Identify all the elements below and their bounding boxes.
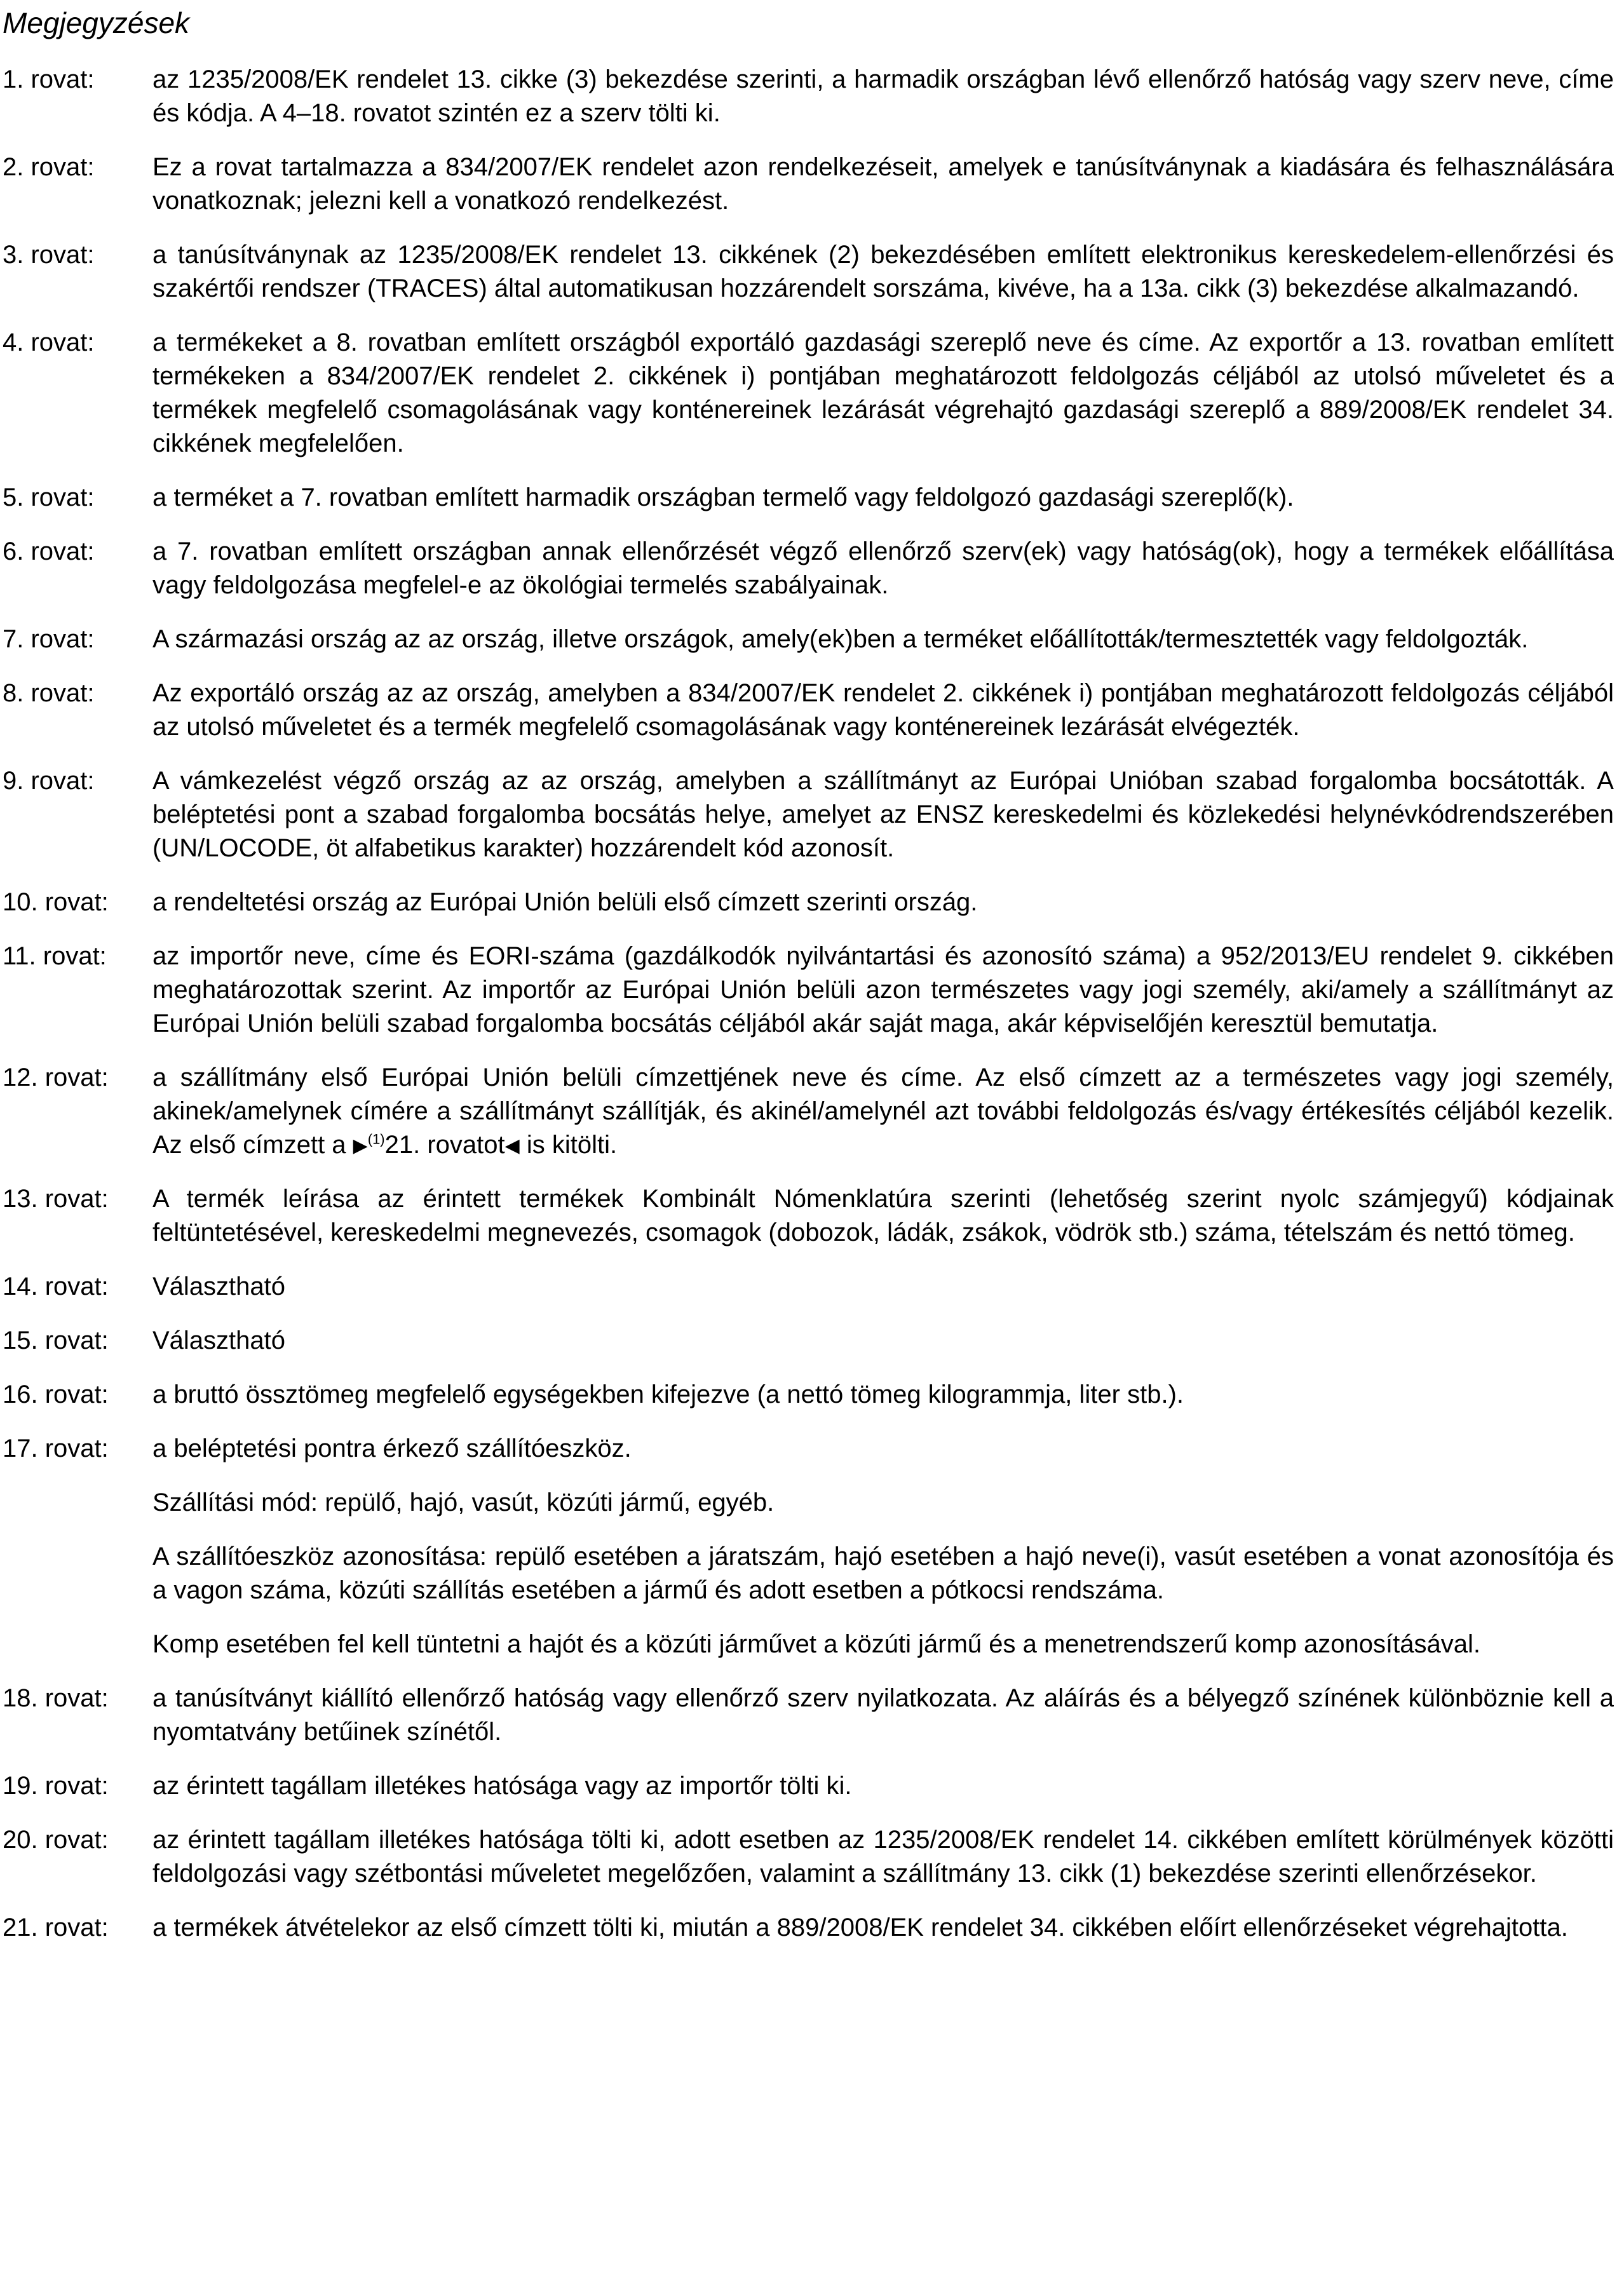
item-label: 7. rovat: bbox=[3, 625, 95, 653]
item-body bbox=[152, 1378, 1614, 1432]
item-label: 2. rovat: bbox=[3, 152, 95, 181]
item-body bbox=[152, 1182, 1614, 1270]
item-body bbox=[152, 677, 1614, 764]
item-paragraph: Az exportáló ország az az ország, amelyben a 834/2007/EK rendelet 2. cikkének i) pontjában meghatározott feldolgozás céljából az utolsó műveletet és a termék megfelelő csomagolásának vagy konténereinek lezárását elvégezték. bbox=[152, 679, 1614, 741]
item-paragraph: a tanúsítványnak az 1235/2008/EK rendelet 13. cikkének (2) bekezdésében említett elektronikus kereskedelem-ellenőrzési és szakértői rendszer (TRACES) által automatikusan hozzárendelt sorszáma, kivéve, ha a 13a. cikk (3) bekezdése alkalmazandó. bbox=[152, 240, 1614, 302]
item-label: 21. rovat: bbox=[3, 1913, 109, 1941]
note-item bbox=[3, 1823, 1614, 1911]
item-paragraph: az 1235/2008/EK rendelet 13. cikke (3) bekezdése szerinti, a harmadik országban lévő ellenőrző hatóság vagy szerv neve, címe és kódja. A 4–18. rovatot szintén ez a szerv tölti ki. bbox=[152, 65, 1614, 127]
item-label: 18. rovat: bbox=[3, 1684, 109, 1712]
item-body bbox=[152, 1769, 1614, 1823]
note-item bbox=[3, 1432, 1614, 1682]
item-label: 1. rovat: bbox=[3, 65, 95, 93]
item-body bbox=[152, 63, 1614, 151]
item-label: 13. rovat: bbox=[3, 1184, 109, 1213]
note-item bbox=[3, 481, 1614, 535]
item-paragraph: a 7. rovatban említett országban annak ellenőrzését végző ellenőrző szerv(ek) vagy hatóság(ok), hogy a termékek előállítása vagy feldolgozása megfelel-e az ökológiai termelés szabályainak. bbox=[152, 537, 1614, 599]
note-item bbox=[3, 1378, 1614, 1432]
item-paragraph: a rendeltetési ország az Európai Unión belüli első címzett szerinti ország. bbox=[152, 888, 978, 916]
item-paragraph: az érintett tagállam illetékes hatósága vagy az importőr tölti ki. bbox=[152, 1771, 852, 1800]
item-label: 5. rovat: bbox=[3, 483, 95, 511]
notes-list bbox=[3, 63, 1614, 1945]
item-paragraph: Komp esetében fel kell tüntetni a hajót és a közúti járművet a közúti jármű és a menetrendszerű komp azonosításával. bbox=[152, 1630, 1480, 1658]
item-paragraph: a beléptetési pontra érkező szállítóeszköz. bbox=[152, 1434, 632, 1462]
note-item bbox=[3, 1270, 1614, 1324]
item-paragraph: a termékek átvételekor az első címzett tölti ki, miután a 889/2008/EK rendelet 34. cikkében előírt ellenőrzéseket végrehajtotta. bbox=[152, 1913, 1568, 1941]
item-paragraph: Választható bbox=[152, 1326, 286, 1354]
item-body bbox=[152, 238, 1614, 326]
note-item bbox=[3, 1182, 1614, 1270]
note-item bbox=[3, 1061, 1614, 1182]
item-paragraph: A vámkezelést végző ország az az ország, amelyben a szállítmányt az Európai Unióban szabad forgalomba bocsátották. A beléptetési pont a szabad forgalomba bocsátás helye, amelyet az ENSZ kereskedelmi és közlekedési helynévkódrendszerében (UN/LOCODE, öt alfabetikus karakter) hozzárendelt kód azonosít. bbox=[152, 766, 1614, 862]
note-item bbox=[3, 940, 1614, 1061]
item-label: 4. rovat: bbox=[3, 328, 95, 356]
note-item bbox=[3, 677, 1614, 764]
note-item bbox=[3, 151, 1614, 238]
note-item bbox=[3, 1682, 1614, 1769]
item-label: 16. rovat: bbox=[3, 1380, 109, 1408]
item-body bbox=[152, 481, 1614, 535]
item-label: 19. rovat: bbox=[3, 1771, 109, 1800]
page-title: Megjegyzések bbox=[3, 6, 190, 39]
item-paragraph: az érintett tagállam illetékes hatósága tölti ki, adott esetben az 1235/2008/EK rendelet 14. cikkében említett körülmények közötti feldolgozási vagy szétbontási műveletet megelőzően, valamint a szállítmány 13. cikk (1) bekezdése szerinti ellenőrzésekor. bbox=[152, 1825, 1614, 1887]
item-body bbox=[152, 535, 1614, 623]
item-paragraph: a bruttó össztömeg megfelelő egységekben kifejezve (a nettó tömeg kilogrammja, liter stb.). bbox=[152, 1380, 1184, 1408]
item-body bbox=[152, 151, 1614, 238]
item-label: 8. rovat: bbox=[3, 679, 95, 707]
item-paragraph: az importőr neve, címe és EORI-száma (gazdálkodók nyilvántartási és azonosító száma) a 952/2013/EU rendelet 9. cikkében meghatározottak szerint. Az importőr az Európai Unión belüli azon természetes vagy jogi személy, aki/amely a szállítmányt az Európai Unión belüli szabad forgalomba bocsátás céljából akár saját maga, akár képviselőjén keresztül bemutatja. bbox=[152, 942, 1614, 1037]
note-item bbox=[3, 886, 1614, 940]
item-body bbox=[152, 1682, 1614, 1769]
item-paragraph: a termékeket a 8. rovatban említett országból exportáló gazdasági szereplő neve és címe. Az exportőr a 13. rovatban említett termékeken a 834/2007/EK rendelet 2. cikkének i) pontjában meghatározott feldolgozás céljából az utolsó műveletet és a termékek megfelelő csomagolásának vagy konténereinek lezárását végrehajtó gazdasági szereplő a 889/2008/EK rendelet 34. cikkének megfelelően. bbox=[152, 328, 1614, 457]
item-body bbox=[152, 1432, 1614, 1682]
note-item bbox=[3, 535, 1614, 623]
item-paragraph: Választható bbox=[152, 1272, 286, 1300]
item-paragraph: a tanúsítványt kiállító ellenőrző hatóság vagy ellenőrző szerv nyilatkozata. Az aláírás és a bélyegző színének különböznie kell a nyomtatvány betűinek színétől. bbox=[152, 1684, 1614, 1746]
note-item bbox=[3, 623, 1614, 677]
item-paragraph: Ez a rovat tartalmazza a 834/2007/EK rendelet azon rendelkezéseit, amelyek e tanúsítványnak a kiadására és felhasználására vonatkoznak; jelezni kell a vonatkozó rendelkezést. bbox=[152, 152, 1614, 215]
item-label: 15. rovat: bbox=[3, 1326, 109, 1354]
item-label: 9. rovat: bbox=[3, 766, 95, 795]
note-item bbox=[3, 1324, 1614, 1378]
item-body bbox=[152, 623, 1614, 677]
item-body bbox=[152, 1324, 1614, 1378]
note-item bbox=[3, 238, 1614, 326]
item-body bbox=[152, 886, 1614, 940]
item-body bbox=[152, 940, 1614, 1061]
note-item bbox=[3, 1911, 1614, 1945]
item-label: 6. rovat: bbox=[3, 537, 95, 565]
item-paragraph: A szállítóeszköz azonosítása: repülő esetében a járatszám, hajó esetében a hajó neve(i), vasút esetében a vonat azonosítója és a vagon száma, közúti szállítás esetében a jármű és adott esetben a pótkocsi rendszáma. bbox=[152, 1542, 1614, 1604]
item-body bbox=[152, 1061, 1614, 1182]
item-body bbox=[152, 1911, 1614, 1945]
item-label: 10. rovat: bbox=[3, 888, 109, 916]
item-paragraph: A származási ország az az ország, illetve országok, amely(ek)ben a terméket előállították/termesztették vagy feldolgozták. bbox=[152, 625, 1529, 653]
item-body bbox=[152, 1270, 1614, 1324]
note-item bbox=[3, 1769, 1614, 1823]
item-paragraph: Szállítási mód: repülő, hajó, vasút, közúti jármű, egyéb. bbox=[152, 1488, 775, 1516]
item-label: 3. rovat: bbox=[3, 240, 95, 269]
note-item bbox=[3, 764, 1614, 886]
item-label: 12. rovat: bbox=[3, 1063, 109, 1091]
item-body bbox=[152, 764, 1614, 886]
item-label: 20. rovat: bbox=[3, 1825, 109, 1854]
item-label: 11. rovat: bbox=[3, 942, 107, 970]
note-item bbox=[3, 326, 1614, 481]
item-body bbox=[152, 326, 1614, 481]
note-item bbox=[3, 63, 1614, 151]
item-body bbox=[152, 1823, 1614, 1911]
item-label: 17. rovat: bbox=[3, 1434, 109, 1462]
item-label: 14. rovat: bbox=[3, 1272, 109, 1300]
item-paragraph: a szállítmány első Európai Unión belüli címzettjének neve és címe. Az első címzett az a természetes vagy jogi személy, akinek/amelynek címére a szállítmányt szállítják, és akinél/amelynél azt további feldolgozás és/vagy értékesítés céljából kezelik. Az első címzett a ▶$^{(1)}$21. rovatot◀ is kitölti. bbox=[152, 1063, 1614, 1159]
item-paragraph: a terméket a 7. rovatban említett harmadik országban termelő vagy feldolgozó gazdasági szereplő(k). bbox=[152, 483, 1294, 511]
footnote-ref: (1) bbox=[367, 1131, 385, 1147]
item-paragraph: A termék leírása az érintett termékek Kombinált Nómenklatúra szerinti (lehetőség szerint nyolc számjegyű) kódjainak feltüntetésével, kereskedelmi megnevezés, csomagok (dobozok, ládák, zsákok, vödrök stb.) száma, tételszám és nettó tömeg. bbox=[152, 1184, 1614, 1246]
